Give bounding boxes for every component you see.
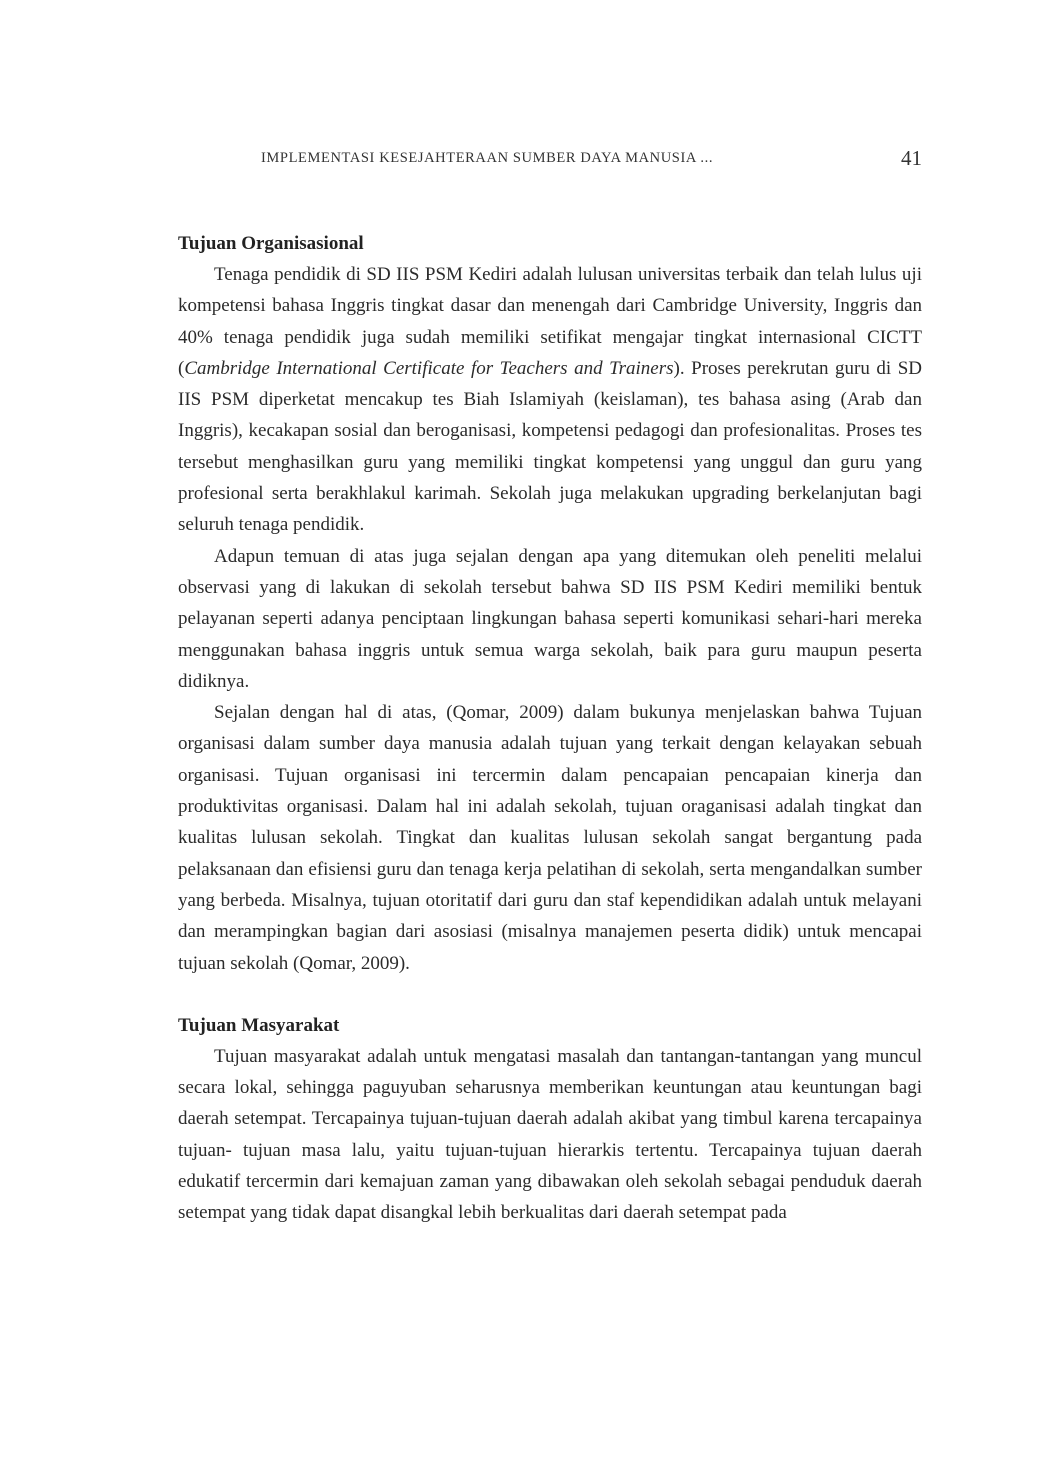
section-heading-tujuan-organisasional: Tujuan Organisasional <box>178 233 364 254</box>
paragraph: Tujuan masyarakat adalah untuk mengatasi masalah dan tantangan-tantangan yang muncul secara lokal, sehingga paguyuban seharusnya memberikan keuntungan atau keuntungan bagi daerah setempat. Tercapainya tujuan-tujuan daerah adalah akibat yang timbul karena tercapainya tujuan- tujuan masa lalu, yaitu tujuan-tujuan hierarkis tertentu. Tercapainya tujuan daerah edukatif tercermin dari kemajuan zaman yang dibawakan oleh sekolah sebagai penduduk daerah setempat yang tidak dapat disangkal lebih berkualitas dari daerah setempat pada <box>178 1045 922 1224</box>
section-heading-tujuan-masyarakat: Tujuan Masyarakat <box>178 1014 340 1036</box>
paragraph <box>178 259 922 541</box>
paragraph-text: Tenaga pendidik di SD IIS PSM Kediri adalah lulusan universitas terbaik dan telah lulus uji kompetensi bahasa Inggris tingkat dasar dan menengah dari Cambridge University, Inggris dan 40% tenaga pendidik juga sudah memiliki setifikat mengajar tingkat internasional CICTT ( <box>178 264 922 379</box>
page-body <box>178 228 922 1229</box>
page-header <box>178 146 922 176</box>
italic-term: Cambridge International Certificate for Teachers and Trainers <box>184 357 674 379</box>
paragraph-text: ). Proses perekrutan guru di SD IIS PSM diperketat mencakup tes Biah Islamiyah (keislaman), tes bahasa asing (Arab dan Inggris), kecakapan sosial dan beroganisasi, kompetensi pedagogi dan profesionalitas. Proses tes tersebut menghasilkan guru yang memiliki tingkat kompetensi yang unggul dan guru yang profesional serta berakhlakul karimah. Sekolah juga melakukan upgrading berkelanjutan bagi seluruh tenaga pendidik. <box>178 357 922 536</box>
paragraph: Adapun temuan di atas juga sejalan dengan apa yang ditemukan oleh peneliti melalui observasi yang di lakukan di sekolah tersebut bahwa SD IIS PSM Kediri memiliki bentuk pelayanan seperti adanya penciptaan lingkungan bahasa seperti komunikasi sehari-hari mereka menggunakan bahasa inggris untuk semua warga sekolah, baik para guru maupun peserta didiknya. <box>178 545 922 692</box>
page-number: 41 <box>901 146 922 170</box>
section-spacer <box>178 979 922 1010</box>
paragraph: Sejalan dengan hal di atas, (Qomar, 2009) dalam bukunya menjelaskan bahwa Tujuan organisasi dalam sumber daya manusia adalah tujuan yang terkait dengan kelayakan sebuah organisasi. Tujuan organisasi ini tercermin dalam pencapaian pencapaian kinerja dan produktivitas organisasi. Dalam hal ini adalah sekolah, tujuan oraganisasi adalah tingkat dan kualitas lulusan sekolah. Tingkat dan kualitas lulusan sekolah sangat bergantung pada pelaksanaan dan efisiensi guru dan tenaga kerja pelatihan di sekolah, serta mengandalkan sumber yang berbeda. Misalnya, tujuan otoritatif dari guru dan staf kependidikan adalah untuk melayani dan merampingkan bagian dari asosiasi (misalnya manajemen peserta didik) untuk mencapai tujuan sekolah (Qomar, 2009). <box>178 702 922 974</box>
running-title: IMPLEMENTASI KESEJAHTERAAN SUMBER DAYA MANUSIA ... <box>261 150 714 166</box>
